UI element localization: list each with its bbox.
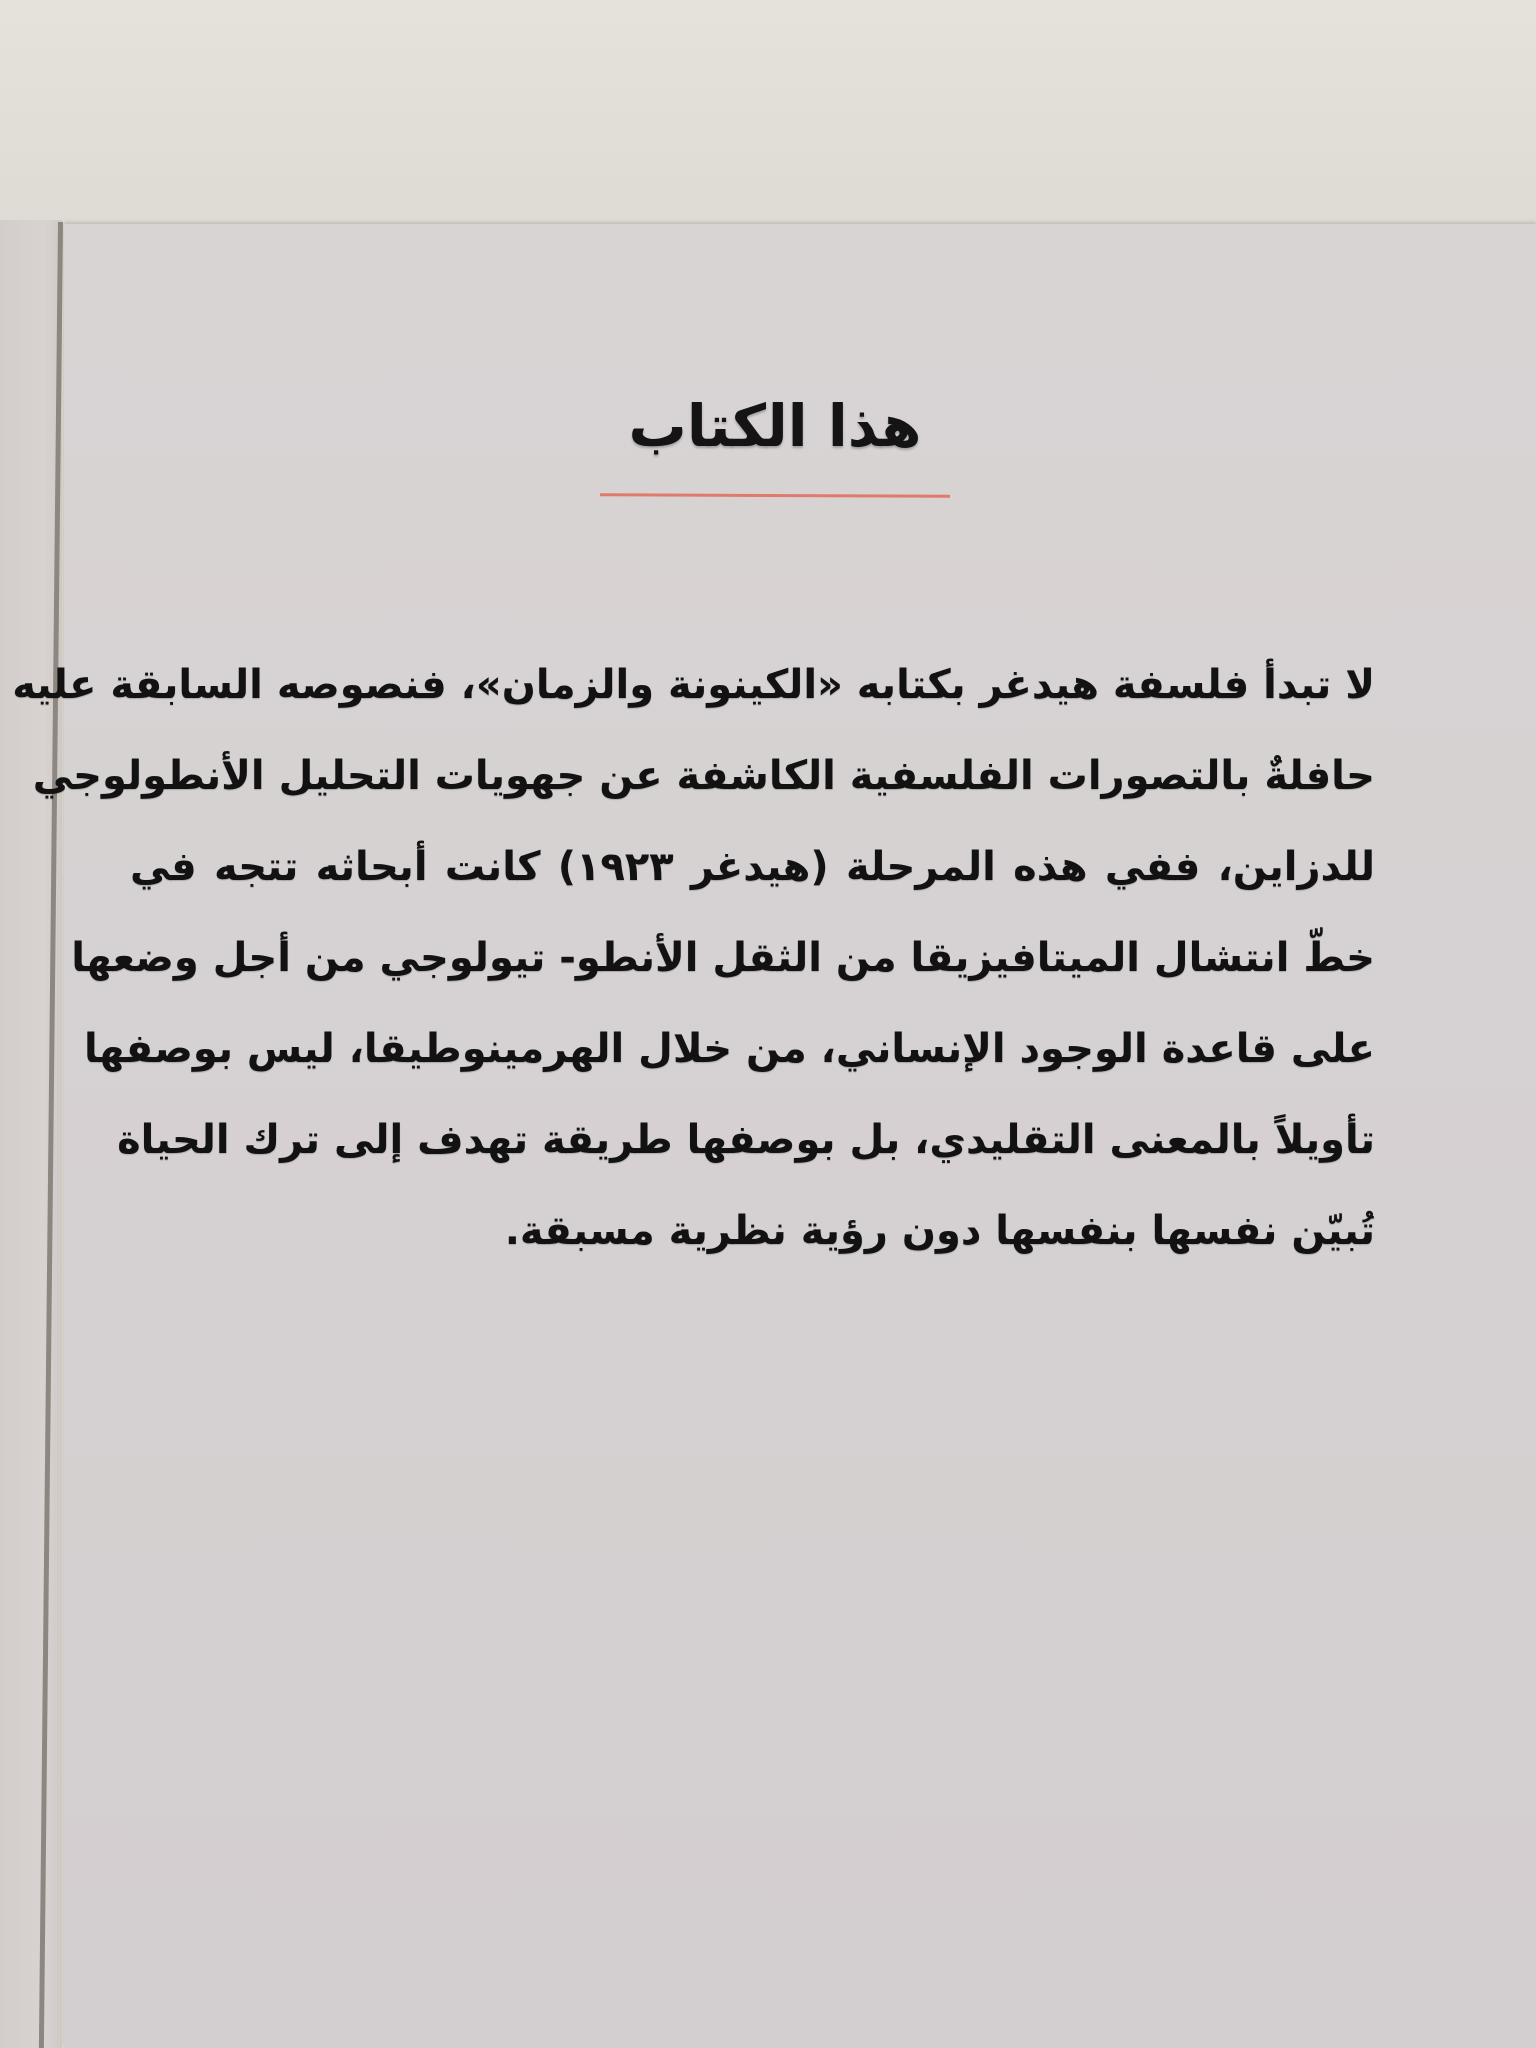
paragraph-line: لا تبدأ فلسفة هيدغر بكتابه «الكينونة والزمان»، فنصوصه السابقة عليه bbox=[12, 662, 1375, 708]
page-title: هذا الكتاب bbox=[628, 392, 922, 460]
paragraph-line: تأويلاً بالمعنى التقليدي، بل بوصفها طريقة تهدف إلى ترك الحياة bbox=[117, 1117, 1375, 1163]
paragraph-line: خطّ انتشال الميتافيزيقا من الثقل الأنطو- تيولوجي من أجل وضعها bbox=[71, 935, 1375, 981]
blurb-paragraph bbox=[12, 640, 1376, 1277]
table-surface bbox=[0, 0, 1536, 230]
paragraph-line: للدزاين، ففي هذه المرحلة (هيدغر ١٩٢٣) كانت أبحاثه تتجه في bbox=[130, 844, 1376, 890]
paragraph-line: تُبيّن نفسها بنفسها دون رؤية نظرية مسبقة. bbox=[504, 1208, 1375, 1254]
paragraph-line: حافلةٌ بالتصورات الفلسفية الكاشفة عن جهويات التحليل الأنطولوجي bbox=[32, 753, 1375, 799]
paragraph-line: على قاعدة الوجود الإنساني، من خلال الهرمينوطيقا، ليس بوصفها bbox=[84, 1026, 1375, 1072]
